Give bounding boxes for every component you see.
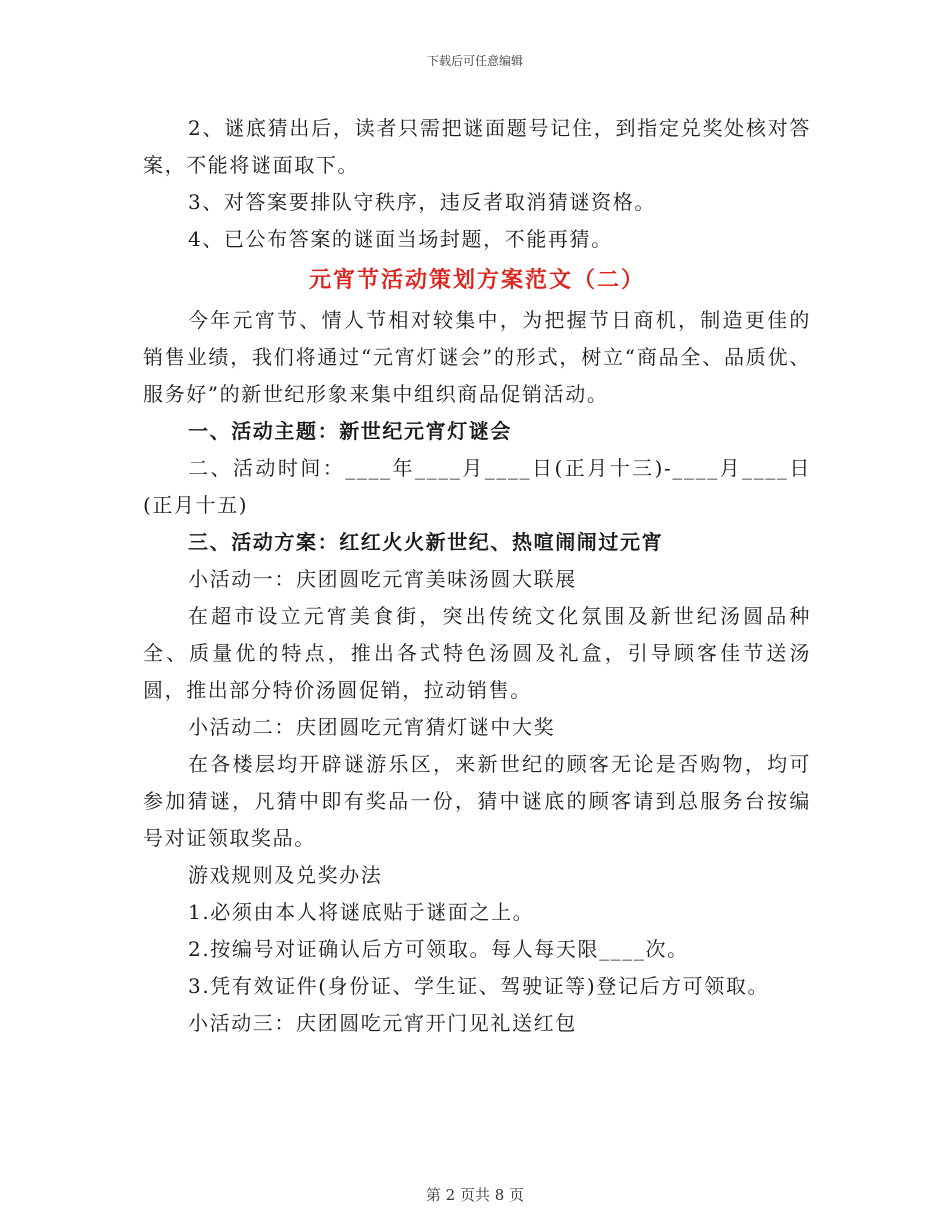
sub-activity-2-body: 在各楼层均开辟谜游乐区，来新世纪的顾客无论是否购物，均可参加猜谜，凡猜中即有奖品一份，猜中谜底的顾客请到总服务台按编号对证领取奖品。 [143,752,811,850]
activity-plan-heading: 三、活动方案：红红火火新世纪、热喧闹闹过元宵 [188,530,664,554]
activity-theme-heading: 一、活动主题：新世纪元宵灯谜会 [188,419,512,443]
document-body [143,110,811,1042]
rule-paragraph-3: 3、对答案要排队守秩序，违反者取消猜谜资格。 [188,190,656,214]
rule-item-1: 1.必须由本人将谜底贴于谜面之上。 [188,900,535,924]
sub-activity-2-heading: 小活动二：庆团圆吃元宵猜灯谜中大奖 [188,715,556,739]
rule-item-2: 2.按编号对证确认后方可领取。每人每天限____次。 [188,937,689,961]
section-title: 元宵节活动策划方案范文（二） [308,267,645,293]
rule-paragraph-4: 4、已公布答案的谜面当场封题，不能再猜。 [188,227,613,251]
activity-time-paragraph: 二、活动时间：____年____月____日(正月十三)-____月____日(正月十五) [143,456,811,517]
page-header: 下载后可任意编辑 [426,54,523,68]
sub-activity-1-heading: 小活动一：庆团圆吃元宵美味汤圆大联展 [188,567,577,591]
sub-activity-1-body: 在超市设立元宵美食街，突出传统文化氛围及新世纪汤圆品种全、质量优的特点，推出各式特色汤圆及礼盒，引导顾客佳节送汤圆，推出部分特价汤圆促销，拉动销售。 [143,604,811,702]
rule-paragraph-2: 2、谜底猜出后，读者只需把谜面题号记住，到指定兑奖处核对答案，不能将谜面取下。 [143,116,811,177]
page-footer: 第 2 页共 8 页 [425,1186,525,1204]
intro-paragraph: 今年元宵节、情人节相对较集中，为把握节日商机，制造更佳的销售业绩，我们将通过“元宵灯谜会”的形式，树立“商品全、品质优、服务好”的新世纪形象来集中组织商品促销活动。 [143,308,811,406]
rule-item-3: 3.凭有效证件(身份证、学生证、驾驶证等)登记后方可领取。 [188,974,770,998]
sub-activity-3-heading: 小活动三：庆团圆吃元宵开门见礼送红包 [188,1011,577,1035]
rules-heading: 游戏规则及兑奖办法 [188,863,383,887]
